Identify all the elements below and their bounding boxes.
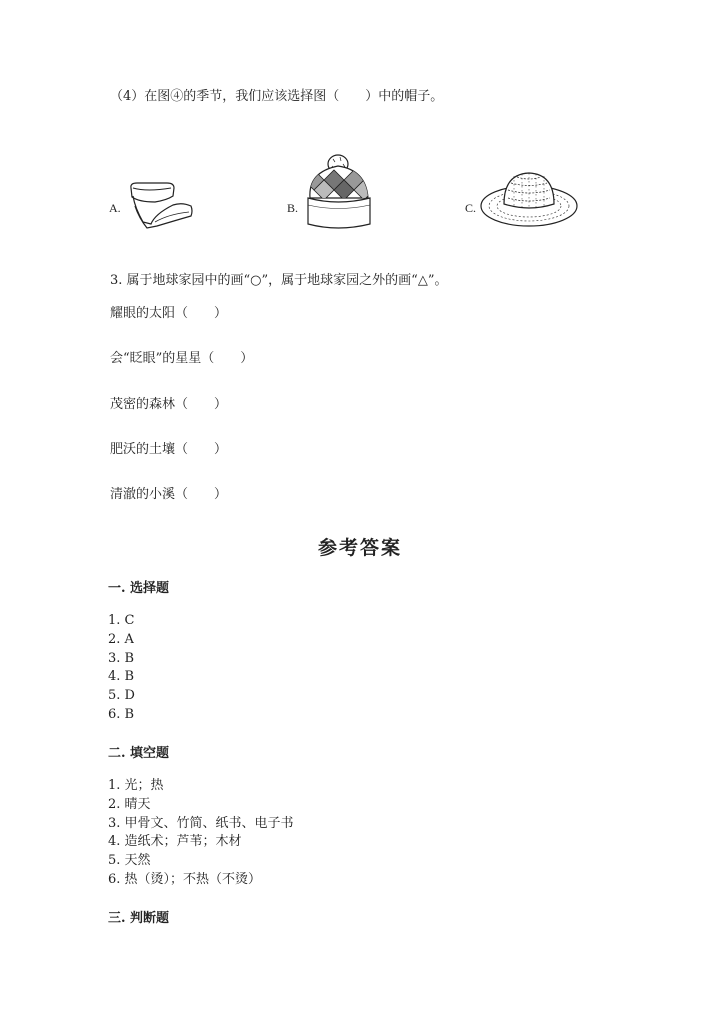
straw-hat-icon xyxy=(478,168,580,230)
choice-answer: 3. B xyxy=(108,650,135,666)
question-3-prompt: 3. 属于地球家园中的画“○”，属于地球家园之外的画“△”。 xyxy=(110,273,448,288)
visor-cap-icon xyxy=(127,178,197,230)
answer-key-title: 参考答案 xyxy=(317,537,402,559)
q3-item-4: 肥沃的土壤（ ） xyxy=(110,442,228,457)
q3-item-1: 耀眼的太阳（ ） xyxy=(110,306,228,321)
question-4: （4）在图④的季节，我们应该选择图（ ）中的帽子。 xyxy=(110,89,444,104)
knit-beanie-icon xyxy=(304,150,374,234)
option-c-label: C. xyxy=(465,201,477,215)
fill-answer: 4. 造纸术；芦苇；木材 xyxy=(108,834,242,850)
option-a-label: A. xyxy=(109,201,121,215)
q3-item-3: 茂密的森林（ ） xyxy=(110,397,228,412)
choice-answer: 2. A xyxy=(108,631,134,647)
section-fill-heading: 二. 填空题 xyxy=(108,746,170,761)
fill-answer: 6. 热（烫）；不热（不烫） xyxy=(108,871,262,887)
section-judge-heading: 三. 判断题 xyxy=(108,911,170,926)
choice-answer-list xyxy=(108,612,135,725)
fill-answer: 3. 甲骨文、竹简、纸书、电子书 xyxy=(108,815,294,831)
section-choice-heading: 一. 选择题 xyxy=(108,581,170,596)
fill-answer-list xyxy=(108,777,294,890)
fill-answer: 5. 天然 xyxy=(108,853,151,869)
choice-answer: 5. D xyxy=(108,688,135,704)
q3-item-2: 会“眨眼”的星星（ ） xyxy=(110,351,254,366)
fill-answer: 2. 晴天 xyxy=(108,796,151,812)
fill-answer: 1. 光；热 xyxy=(108,778,164,793)
choice-answer: 6. B xyxy=(108,706,135,722)
option-b-label: B. xyxy=(287,201,299,215)
choice-answer: 1. C xyxy=(108,613,135,628)
q3-item-5: 清澈的小溪（ ） xyxy=(110,487,228,502)
choice-answer: 4. B xyxy=(108,669,135,685)
